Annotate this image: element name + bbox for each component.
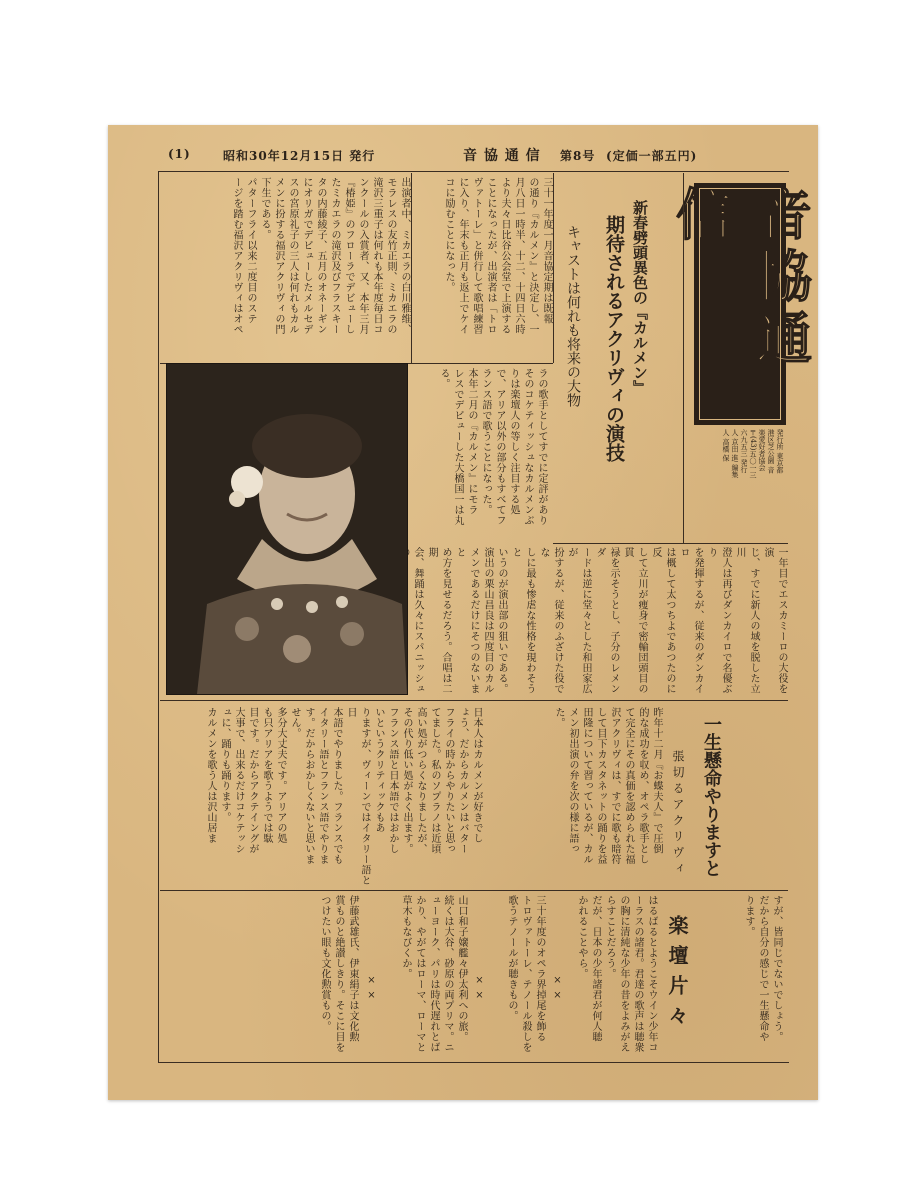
article2-headline: 一生懸命やりますと: [701, 715, 722, 877]
page-header: [168, 147, 808, 167]
article2-subhead: 張切るアクリヴィ: [671, 750, 685, 878]
article1-col3: ラの歌手としてすでに定評があり そのコケティッシュなカルメンぶ りは楽壇人の等しく注目する処 で、アリア以外の部分もすべてフ ランス語で歌うことになった。 本年二月の『カルメン』にモラ レスでデビューした大橋国一は丸 る。: [438, 368, 547, 526]
page-number: (1): [168, 147, 191, 161]
masthead: [667, 177, 813, 479]
article1-kicker: 新春劈頭異色の『カルメン』: [631, 200, 649, 395]
price: (定価一部五円): [606, 149, 698, 163]
masthead-title-block: [667, 183, 813, 425]
column-separator-1: × ×: [552, 975, 563, 1002]
column-separator-3: × ×: [366, 975, 377, 1002]
publish-date: 昭和30年12月15日 発行: [223, 149, 376, 163]
newspaper-page: [108, 125, 818, 1100]
column-col4: 伊藤武雄氏、伊東絹子は文化勲 賞ものと絶讃しきり。そこに目を つけたい眼も文化勲賞もの。: [319, 895, 358, 1053]
article2-col1: 昨年十二月『お蝶夫人』で圧倒 的な成功を収め、オペラ歌手とし て完全にその真価を認められた福 沢アクリヴィは、すでに歌も暗符 して目下カスタネットの踊りを益 田隆について習っているが、カル メン初出演の弁を次の様に語っ た。: [553, 707, 662, 865]
article2-col3: すが、皆同じでないでしょう。 だから自分の感じで一生懸命や ります。: [743, 895, 782, 1042]
issue-number: 第8号: [560, 149, 596, 163]
article1-col4: 一年目でエスカミーロの大役を演 じ、すでに新人の域を脱した立川 澄人は再びダンカイロで名優ぶり を発揮するが、従来のダンカイロ は概して太つちよであつたのに反 して立川が痩身で密輸団頭目の貫 禄を示そうとし、子分のレメンダ ードは逆に堂々とした和田家広が 扮するが、従来のふざけた役でな しに最も惨虐な性格を現わそうと いうのが演出部の狙いである。 演出の栗山昌良は四度目のカル メンであるだけにそつのないまと め方を見せるだろう。合唱は二期 会、舞踊は久々にスパニッシュ: [412, 547, 787, 694]
column-title: 楽壇片々: [665, 915, 689, 1035]
article1-subhead: キャストは何れも将来の大物: [565, 225, 581, 407]
article1-headline: 期待されるアクリヴィの演技: [603, 215, 625, 462]
portrait-photo-icon: [167, 364, 407, 694]
editor-info: 発行人 京田 進 編集人 高橋 保: [722, 429, 748, 478]
article2-col2: 日本人はカルメンが好きでし ょう、だからカルメンはバター フライの時からやりたいと思っ てました。私のソプラノは近頃 高い処がつらくなりましたが、 その代り低い処がよく出ます。 フランス語と日本語ではおかし いというクリティックもあ りますが、ヴィーンではイタリー語と日 本語でやりました。フランスでも イタリー語とフランス語でやりま す。だからおかしくないと思いま せん。 多分大丈夫です。アリアの処 も只アリアを歌うようでは駄 目です。だからアクテイングが 大事で、出来るだけコケテッシ ュに、踊りも踊ります。 カルメンを歌う人は沢山居ま: [205, 707, 482, 886]
column-separator-2: × ×: [474, 975, 485, 1002]
column-col2: 三十年度のオペラ界掉尾を飾る トロヴァトーレ、テノール殺しを 歌うテノールが聴きもの。: [506, 895, 545, 1053]
article1-col2: 出演者中、ミカエラの白川雅维、 モラレスの友竹正則、ミカエラの 滝沢三重子は何れも本年度毎日コ ンクールの入賞者、又、本年三月 『椿姫』のフローラでデビューし たミカエラの滝沢及びフラスキー タの内藤綾子、五月のオネーギン にオリガでデビューしたメルセデ スの宮原礼子の三人は何れもカル メンに扮する福沢アクリヴィの門 下生である。 パターフライ以来二度目のステ ージを踏む福沢アクリヴィはオペ: [231, 177, 410, 335]
paper-name: 音 協 通 信: [463, 148, 541, 164]
publisher-address: 発行所 東京都港区芝公園 音楽愛好者協会 〒(43)五〇一三 六九五三: [740, 429, 784, 479]
column-col1: はるばるとようこそウイン少年コ ーラスの諸君。君達の歌声は聴衆 の胸に清純な少年の昔をよみがえ らすことだろう。 だが、日本の少年諸君が何人聴 かれることやら。: [576, 895, 657, 1053]
publisher-info: [694, 429, 784, 479]
article1-col1: 三十一年度一月音協定期は既報 の通り『カルメン』と決定し、一 月八日一時半、十二、十四日六時 より夫々日比谷公会堂で上演する ことになったが、出演者は「トロ ヴァトーレ」と併行して歌唱練習 に入り、年末も正月も返上でケイ コに励むことになった。: [443, 177, 552, 335]
column-col3: 山口和子嬢艦々伊太利への旅。 続くは大谷、砂原の両プリマ。ニ ューヨーク、パリは時代遅れとば かり、やがてはローマ、ローマと 草木もなびくか。: [400, 895, 467, 1053]
masthead-title: 音協通信: [667, 185, 813, 371]
portrait-photo: [166, 363, 408, 695]
